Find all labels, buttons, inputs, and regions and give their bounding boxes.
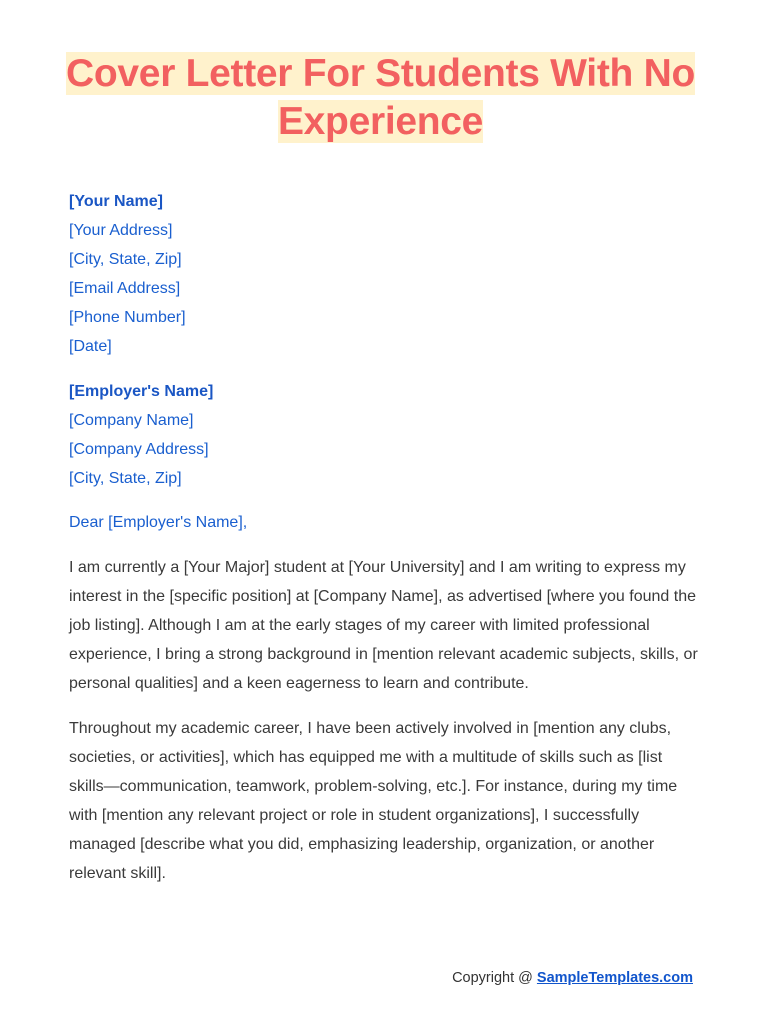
recipient-block [69, 377, 213, 493]
sender-email: [Email Address] [69, 280, 181, 297]
company-address: [Company Address] [69, 441, 209, 458]
body-paragraph-2: Throughout my academic career, I have been actively involved in [mention any clubs, societies, or activities], which has equipped me with a multitude of skills such as [list skills—communication, teamwork, problem-solving, etc.]. For instance, during my time with [mention any relevant project or role in student organizations], I successfully managed [describe what you did, emphasizing leadership, organization, or another relevant skill]. [69, 720, 678, 882]
page-title: Cover Letter For Students With No Experience [66, 52, 695, 143]
copyright-footer [452, 970, 693, 986]
sender-block [69, 187, 186, 361]
salutation-block [69, 508, 247, 537]
sender-address: [Your Address] [69, 222, 173, 239]
sender-phone: [Phone Number] [69, 309, 186, 326]
copyright-prefix: Copyright @ [452, 970, 537, 986]
body-paragraph-1: I am currently a [Your Major] student at [Your University] and I am writing to express my interest in the [specific position] at [Company Name], as advertised [where you found the job listing]. Although I am at the early stages of my career with limited professional experience, I bring a strong background in [mention relevant academic subjects, skills, or personal qualities] and a keen eagerness to learn and contribute. [69, 559, 698, 692]
title-container [0, 50, 761, 146]
sampletemplates-link[interactable]: SampleTemplates.com [536, 970, 693, 986]
sender-city-state-zip: [City, State, Zip] [69, 251, 182, 268]
company-name: [Company Name] [69, 412, 194, 429]
sender-name: [Your Name] [69, 193, 163, 210]
salutation: Dear [Employer's Name], [69, 514, 248, 531]
company-city-state-zip: [City, State, Zip] [69, 470, 182, 487]
letter-date: [Date] [69, 338, 112, 355]
employer-name: [Employer's Name] [69, 383, 214, 400]
